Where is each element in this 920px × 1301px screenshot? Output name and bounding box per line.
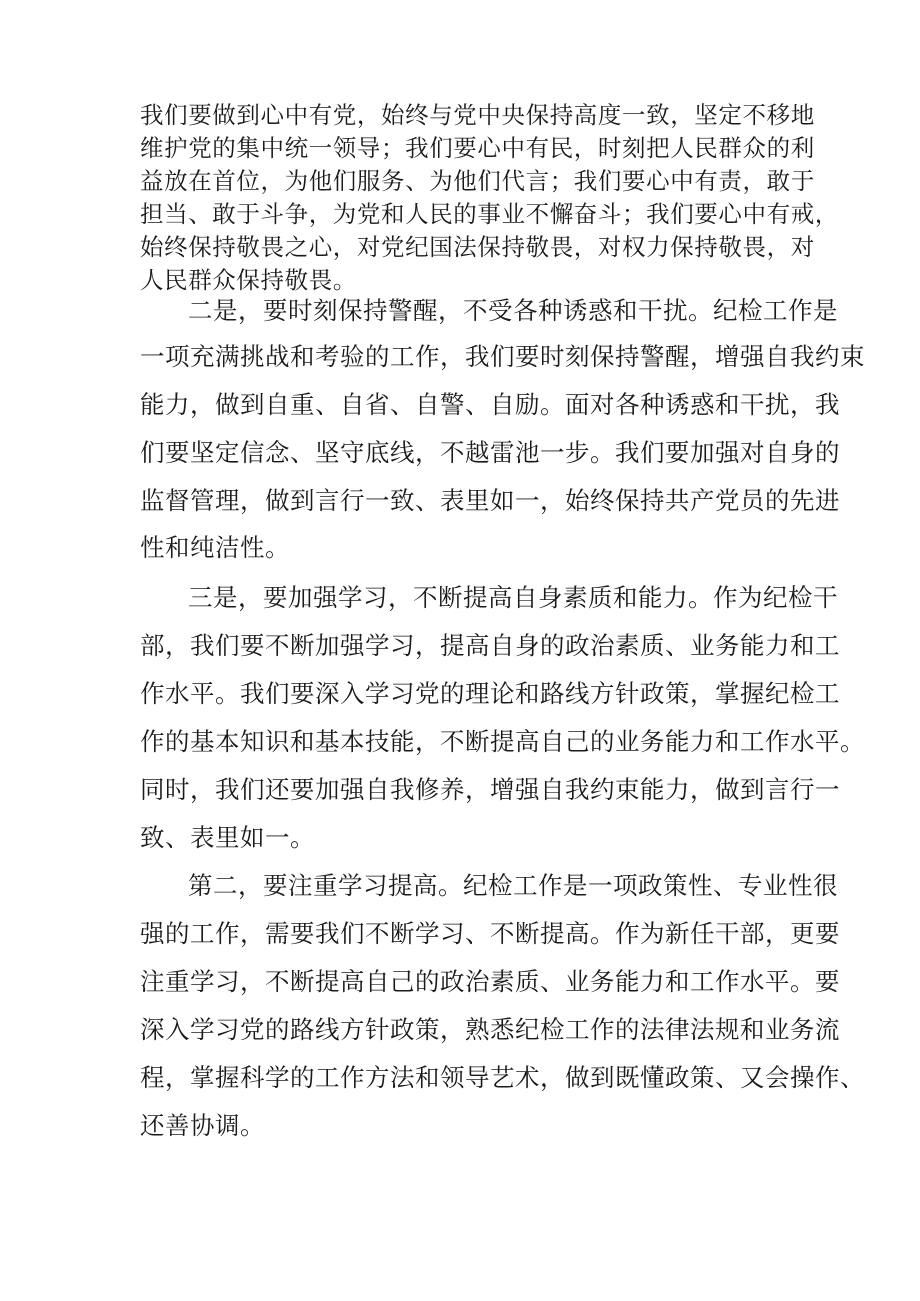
text-line: 益放在首位，为他们服务、为他们代言；我们要心中有责，敢于 <box>140 167 815 195</box>
text-line: 注重学习，不断提高自己的政治素质、业务能力和工作水平。要 <box>140 967 840 996</box>
text-line: 作的基本知识和基本技能，不断提高自己的业务能力和工作水平。 <box>140 727 865 756</box>
text-line: 担当、敢于斗争，为党和人民的事业不懈奋斗；我们要心中有戒， <box>140 200 839 228</box>
text-line: 人民群众保持敬畏。 <box>140 266 357 294</box>
text-line: 们要坚定信念、坚守底线，不越雷池一步。我们要加强对自身的 <box>140 438 840 467</box>
text-line: 二是，要时刻保持警醒，不受各种诱惑和干扰。纪检工作是 <box>188 296 838 325</box>
text-line: 监督管理，做到言行一致、表里如一，始终保持共产党员的先进 <box>140 486 840 515</box>
text-line: 我们要做到心中有党，始终与党中央保持高度一致，坚定不移地 <box>140 101 815 129</box>
text-line: 始终保持敬畏之心，对党纪国法保持敬畏，对权力保持敬畏，对 <box>140 233 815 261</box>
text-line: 一项充满挑战和考验的工作，我们要时刻保持警醒，增强自我约束 <box>140 342 865 371</box>
text-line: 维护党的集中统一领导；我们要心中有民，时刻把人民群众的利 <box>140 134 815 162</box>
text-line: 深入学习党的路线方针政策，熟悉纪检工作的法律法规和业务流 <box>140 1015 840 1044</box>
text-line: 致、表里如一。 <box>140 823 315 852</box>
text-line: 性和纯洁性。 <box>140 533 290 562</box>
text-line: 能力，做到自重、自省、自警、自励。面对各种诱惑和干扰，我 <box>140 390 840 419</box>
text-line: 三是，要加强学习，不断提高自身素质和能力。作为纪检干 <box>188 583 838 612</box>
text-line: 作水平。我们要深入学习党的理论和路线方针政策，掌握纪检工 <box>140 679 840 708</box>
text-line: 部，我们要不断加强学习，提高自身的政治素质、业务能力和工 <box>140 631 840 660</box>
text-line: 同时，我们还要加强自我修养，增强自我约束能力，做到言行一 <box>140 775 840 804</box>
text-line: 还善协调。 <box>140 1111 265 1140</box>
text-line: 第二，要注重学习提高。纪检工作是一项政策性、专业性很 <box>188 871 838 900</box>
text-line: 程，掌握科学的工作方法和领导艺术，做到既懂政策、又会操作、 <box>140 1063 865 1092</box>
text-line: 强的工作，需要我们不断学习、不断提高。作为新任干部，更要 <box>140 919 840 948</box>
